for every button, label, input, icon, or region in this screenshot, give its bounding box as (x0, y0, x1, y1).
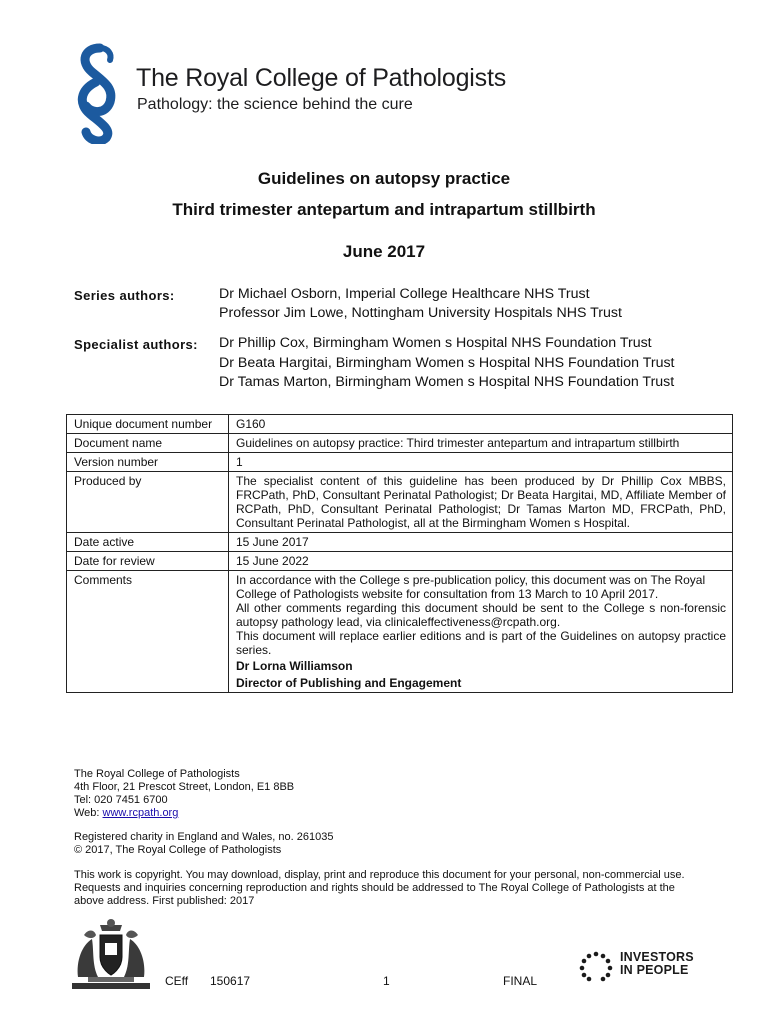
footer-number: 150617 (210, 974, 251, 988)
table-key: Document name (67, 434, 229, 453)
specialist-author-3: Dr Tamas Marton, Birmingham Women s Hospital NHS Foundation Trust (219, 374, 675, 390)
comments-paragraph-1: In accordance with the College s pre-publication policy, this document was on The Royal College of Pathologists website for consultation from 13 March to 10 April 2017. (236, 573, 706, 601)
table-row (67, 552, 733, 571)
table-value: The specialist content of this guideline has been produced by Dr Phillip Cox MBBS, FRCPath, PhD, Consultant Perinatal Pathologist; Dr Beata Hargitai, MD, Affiliate Member of RCPath, PhD, Consultant Perinatal Pathologist; Dr Tamas Marton MD, FRCPath, PhD, Consultant Perinatal Pathologist, all at the Birmingham Women s Hospital. (229, 472, 733, 533)
table-row (67, 571, 733, 693)
series-authors-label: Series authors: (74, 288, 175, 303)
website-link[interactable]: www.rcpath.org (102, 807, 179, 819)
signer-name: Dr Lorna Williamson (236, 659, 353, 673)
document-date: June 2017 (342, 242, 426, 261)
footer-code: CEff (165, 974, 189, 988)
college-logo-icon (70, 42, 126, 144)
table-key: Produced by (67, 472, 229, 533)
table-value: 15 June 2022 (229, 552, 733, 571)
table-key: Version number (67, 453, 229, 472)
footer-org: The Royal College of Pathologists (74, 768, 240, 780)
table-value: Guidelines on autopsy practice: Third trimester antepartum and intrapartum stillbirth (229, 434, 733, 453)
table-row (67, 453, 733, 472)
table-row (67, 415, 733, 434)
table-row (67, 434, 733, 453)
footer-web-label: Web: (74, 807, 103, 819)
footer-copyright: © 2017, The Royal College of Pathologists (74, 844, 282, 856)
investors-in-people-logo (620, 951, 694, 977)
coat-of-arms-icon (72, 917, 150, 991)
table-key: Unique document number (67, 415, 229, 434)
table-value: G160 (229, 415, 733, 434)
investors-in-people-icon (578, 951, 614, 983)
comments-paragraph-2: All other comments regarding this document should be sent to the College s non-forensic autopsy pathology lead, via clinicaleffectiveness@rcpath.org. (236, 601, 726, 629)
specialist-author-2: Dr Beata Hargitai, Birmingham Women s Hospital NHS Foundation Trust (219, 355, 675, 371)
series-author-1: Dr Michael Osborn, Imperial College Healthcare NHS Trust (219, 286, 590, 302)
table-key: Date active (67, 533, 229, 552)
table-value: 1 (229, 453, 733, 472)
document-info-table (66, 414, 733, 693)
footer-web (74, 807, 294, 820)
table-value: 15 June 2017 (229, 533, 733, 552)
footer-address: 4th Floor, 21 Prescot Street, London, E1 8BB (74, 781, 295, 793)
series-author-2: Professor Jim Lowe, Nottingham University Hospitals NHS Trust (219, 305, 622, 321)
document-status: FINAL (503, 974, 538, 988)
footer-legal-block (74, 831, 333, 857)
comments-paragraph-3: This document will replace earlier editions and is part of the Guidelines on autopsy practice series. (236, 629, 726, 657)
table-row (67, 533, 733, 552)
footer-charity: Registered charity in England and Wales, no. 261035 (74, 831, 334, 843)
table-row (67, 472, 733, 533)
iip-line-1: INVESTORS (620, 950, 694, 964)
document-subtitle: Third trimester antepartum and intrapartum stillbirth (172, 200, 596, 219)
specialist-authors-label: Specialist authors: (74, 337, 198, 352)
copyright-notice: This work is copyright. You may download, display, print and reproduce this document for your personal, non-commercial use. Requests and inquiries concerning reproduction and rights should be addressed to The Royal College of Pathologists at the above address. First published: 2017 (74, 869, 685, 907)
footer-address-block (74, 768, 294, 820)
table-key: Date for review (67, 552, 229, 571)
specialist-author-1: Dr Phillip Cox, Birmingham Women s Hospital NHS Foundation Trust (219, 335, 652, 351)
table-key: Comments (67, 571, 229, 693)
comments-cell (229, 571, 733, 693)
page-number: 1 (383, 974, 390, 988)
logo-title: The Royal College of Pathologists (136, 64, 506, 92)
iip-line-2: IN PEOPLE (620, 963, 689, 977)
signer-title: Director of Publishing and Engagement (236, 676, 462, 690)
document-title: Guidelines on autopsy practice (257, 169, 511, 188)
logo-subtitle: Pathology: the science behind the cure (137, 96, 413, 113)
footer-tel: Tel: 020 7451 6700 (74, 794, 168, 806)
